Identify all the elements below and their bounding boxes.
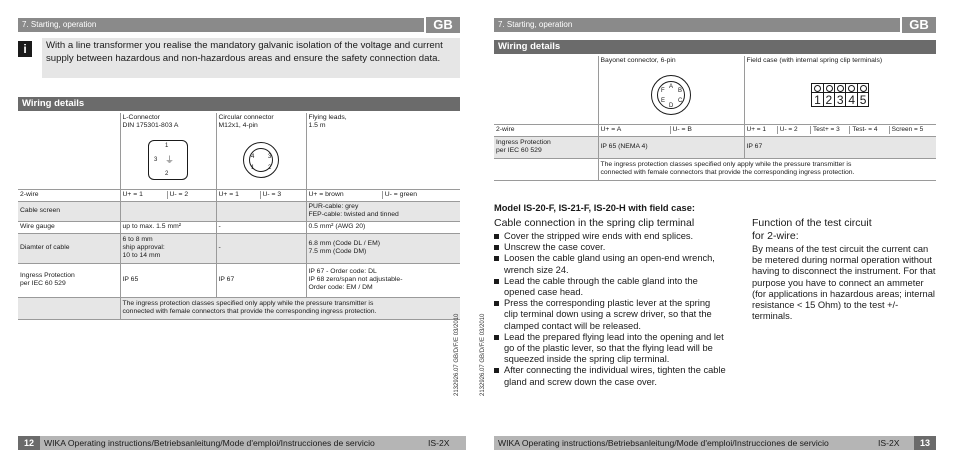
footer-text: WIKA Operating instructions/Betriebsanleitung/Mode d'emploi/Instrucciones de servicio	[498, 438, 829, 448]
section-header: 7. Starting, operation	[18, 18, 424, 32]
doc-code-vertical: 2132926.07 GB/D/F/E 03/2010	[480, 313, 486, 396]
col-header-flying-leads: Flying leads, 1.5 m	[306, 113, 460, 131]
language-badge: GB	[426, 17, 460, 33]
list-item: Lead the cable through the cable gland into the opened case head.	[494, 276, 726, 298]
row-label-2wire: 2-wire	[494, 124, 598, 136]
col-header-circular: Circular connector M12x1, 4-pin	[216, 113, 306, 131]
footer-doc-id: IS-2X	[428, 438, 450, 448]
col-header-lconnector: L-Connector DIN 175301-803 A	[120, 113, 216, 131]
row-label-diameter: Diamter of cable	[18, 233, 120, 263]
col-header-field-case: Field case (with internal spring clip terminals)	[744, 56, 936, 66]
row-label-ingress: Ingress Protection per IEC 60 529	[18, 263, 120, 297]
page-number: 12	[18, 436, 40, 450]
list-item: Lead the prepared flying lead into the opening and let go of the plastic lever, so that the flying lead will be squeezed inside the spring clip terminal.	[494, 332, 726, 366]
l-connector-diagram: 1 3 ⏚ 2	[148, 140, 188, 180]
row-label-ingress: Ingress Protection per IEC 60 529	[494, 136, 598, 158]
list-item: Unscrew the case cover.	[494, 242, 726, 253]
section-header: 7. Starting, operation	[494, 18, 900, 32]
row-label-2wire: 2-wire	[18, 189, 120, 201]
cable-connection-heading: Cable connection in the spring clip terminal	[494, 217, 695, 229]
left-page	[0, 0, 470, 471]
cable-connection-steps	[494, 231, 726, 388]
language-badge: GB	[902, 17, 936, 33]
terminal-block-diagram: 1 2 3 4 5	[811, 83, 869, 107]
list-item: After connecting the individual wires, tighten the cable gland and screw down the case over.	[494, 365, 726, 387]
footer-bar	[18, 436, 466, 450]
doc-code-vertical: 2132926.07 GB/D/F/E 03/2010	[454, 313, 460, 396]
list-item: Press the corresponding plastic lever at the spring clip terminal down using a screw driver, so that the clamped contact will be released.	[494, 298, 726, 332]
footer-bar	[494, 436, 936, 450]
row-label-wire-gauge: Wire gauge	[18, 221, 120, 233]
right-page	[480, 0, 954, 471]
safety-note: With a line transformer you realise the mandatory galvanic isolation of the voltage and current supply between hazardous and non-hazardous areas and ensure the safety connection data.	[42, 38, 460, 78]
test-circuit-text: By means of the test circuit the current can be metered during normal operation without having to disconnect the instrument. For that purpose you have to connect an ammeter (for applications in hazardous areas; internal resistance < 15 Ohm) to the test +/- terminals.	[752, 244, 936, 322]
list-item: Cover the stripped wire ends with end splices.	[494, 231, 726, 242]
col-header-bayonet: Bayonet connector, 6-pin	[598, 56, 744, 66]
page-number: 13	[914, 436, 936, 450]
wiring-details-heading: Wiring details	[18, 97, 460, 111]
info-icon: i	[18, 41, 32, 57]
footer-doc-id: IS-2X	[878, 438, 900, 448]
wiring-table-left: L-Connector DIN 175301-803 A Circular connector M12x1, 4-pin Flying leads, 1.5 m 1 3 ⏚ 2 4 3 1 2 2-wire U+ = 1 U- = 2 U+ = 1 U- = 3 U+ = brown U- = green Cable screen PUR-cable: grey FEP-cable: twisted and tinned Wire gauge up to max. 1.5 mm² - 0.5 mm² (AWG 20) Diamter of cable 6 to 8 mm ship approval: 10 to 14 mm - 6.8 mm (Code DL / EM) 7.5 mm (Code DM) Ingress Protection per IEC 60 529 IP 65 IP 67 IP 67 - Order code: DL IP 68 zero/span not adjustable- Order code: EM / DM The ingress protection classes specified only apply while the pressure transmitter is connected with female connectors that provide the corresponding ingress protection.	[18, 113, 460, 320]
bayonet-connector-diagram: A F B E C D	[651, 75, 691, 115]
list-item: Loosen the cable gland using an open-end wrench, wrench size 24.	[494, 253, 726, 275]
circular-connector-diagram: 4 3 1 2	[243, 142, 279, 178]
wiring-table-right: Bayonet connector, 6-pin Field case (with internal spring clip terminals) A F B E C D 1 2 3 4 5 2-wire U+ = A U- = B U+ = 1 U- = 2 Test+ = 3 Test- = 4 Screen = 5 Ingress Protection per IEC 60 529 IP 65 (NEMA 4) IP 67 The ingress protection classes specified only apply while the pressure transmitter is connected with female connectors that provide the corresponding ingress protection.	[494, 56, 936, 181]
row-label-cable-screen: Cable screen	[18, 201, 120, 221]
footer-text: WIKA Operating instructions/Betriebsanleitung/Mode d'emploi/Instrucciones de servicio	[44, 438, 375, 448]
ingress-note: The ingress protection classes specified only apply while the pressure transmitter is connected with female connectors that provide the corresponding ingress protection.	[120, 297, 460, 319]
wiring-details-heading: Wiring details	[494, 40, 936, 54]
test-circuit-heading: Function of the test circuit for 2-wire:	[752, 217, 872, 242]
model-heading: Model IS-20-F, IS-21-F, IS-20-H with field case:	[494, 203, 695, 213]
ingress-note: The ingress protection classes specified only apply while the pressure transmitter is connected with female connectors that provide the corresponding ingress protection.	[598, 158, 936, 180]
